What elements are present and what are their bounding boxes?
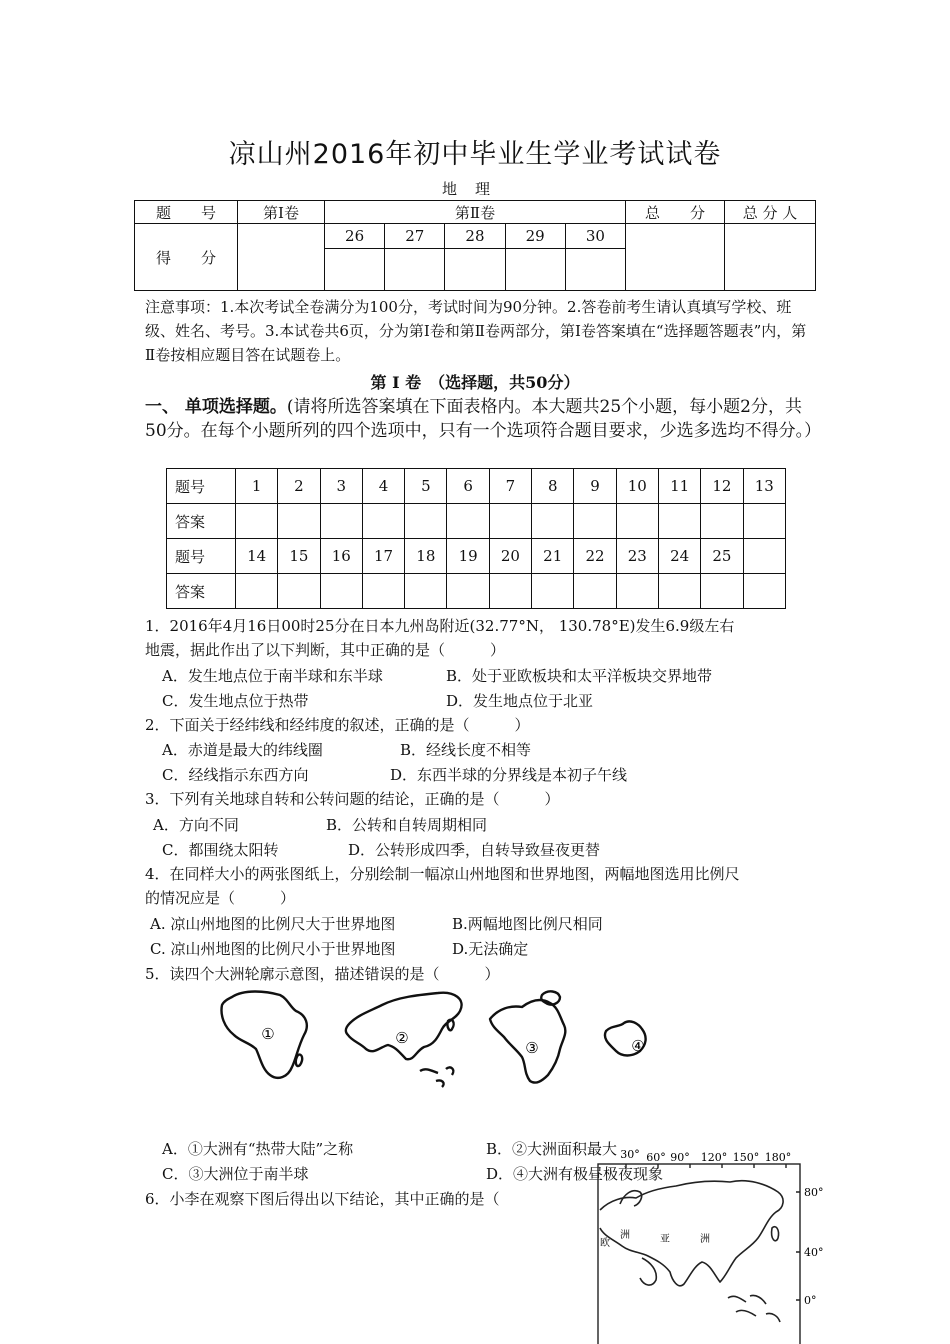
score-cell[interactable] <box>325 249 385 291</box>
q1-stem-line1: 1．2016年4月16日00时25分在日本九州岛附近(32.77°N， 130.78°E)发生6.9级左右 <box>145 617 735 635</box>
region-label: 欧 <box>600 1238 610 1249</box>
question-number: 14 <box>236 539 278 574</box>
question-number: 6 <box>447 469 489 504</box>
score-cell[interactable] <box>385 249 445 291</box>
score-cell[interactable] <box>445 249 505 291</box>
exam-title: 凉山州2016年初中毕业生学业考试试卷 <box>228 139 722 170</box>
answer-cell[interactable] <box>320 504 362 539</box>
answer-cell[interactable] <box>616 574 658 609</box>
q5-stem: 5．读四个大洲轮廓示意图，描述错误的是（ ） <box>145 965 500 983</box>
question-number: 7 <box>489 469 531 504</box>
question-number: 24 <box>658 539 700 574</box>
question-number: 9 <box>574 469 616 504</box>
q4-option-b[interactable]: B.两幅地图比例尺相同 <box>452 915 603 933</box>
part2-number: 28 <box>445 224 505 249</box>
continent-label-4: ④ <box>631 1037 645 1055</box>
answer-table-label: 答案 <box>167 574 236 609</box>
continent-label-1: ① <box>261 1025 275 1043</box>
lat-label: 0° <box>804 1294 817 1307</box>
question-number: 2 <box>278 469 320 504</box>
q4-option-a[interactable]: A. 凉山州地图的比例尺大于世界地图 <box>150 915 396 933</box>
answer-cell[interactable] <box>278 504 320 539</box>
question-number: 10 <box>616 469 658 504</box>
score-cell[interactable] <box>725 224 816 291</box>
question-number: 5 <box>405 469 447 504</box>
q6-stem: 6．小李在观察下图后得出以下结论，其中正确的是（ <box>145 1190 500 1208</box>
answer-cell[interactable] <box>405 504 447 539</box>
instructions <box>145 395 822 443</box>
q1-option-b[interactable]: B．处于亚欧板块和太平洋板块交界地带 <box>446 667 713 685</box>
question-number: 17 <box>362 539 404 574</box>
q5-option-a[interactable]: A．①大洲有“热带大陆”之称 <box>162 1140 354 1158</box>
q3-option-c[interactable]: C．都围绕太阳转 <box>162 841 279 859</box>
map-frame <box>598 1164 800 1344</box>
region-label: 洲 <box>620 1230 630 1241</box>
question-number: 25 <box>701 539 743 574</box>
answer-cell[interactable] <box>701 504 743 539</box>
score-label: 得 分 <box>135 224 238 291</box>
madagascar-outline <box>296 1055 302 1066</box>
question-number: 21 <box>532 539 574 574</box>
lon-label: 60° <box>646 1151 666 1164</box>
lon-label: 180° <box>764 1151 792 1164</box>
answer-cell[interactable] <box>489 574 531 609</box>
region-label: 亚 <box>660 1234 670 1245</box>
answer-cell[interactable] <box>405 574 447 609</box>
score-cell[interactable] <box>565 249 625 291</box>
continent-label-3: ③ <box>525 1039 539 1057</box>
q2-option-d[interactable]: D．东西半球的分界线是本初子午线 <box>390 766 628 784</box>
answer-cell[interactable] <box>574 574 616 609</box>
answer-cell[interactable] <box>616 504 658 539</box>
part2-number: 30 <box>565 224 625 249</box>
score-cell[interactable] <box>626 224 725 291</box>
answer-cell[interactable] <box>236 574 278 609</box>
asia-outline <box>346 993 462 1060</box>
score-table <box>134 200 816 291</box>
japan-outline <box>772 1227 779 1241</box>
continent-outlines-figure <box>210 985 680 1100</box>
question-number: 1 <box>236 469 278 504</box>
archipelago-outline <box>728 1295 780 1322</box>
indonesia-outline <box>420 1067 453 1087</box>
answer-cell[interactable] <box>658 574 700 609</box>
region-label: 洲 <box>700 1234 710 1245</box>
score-header-scorer: 总 分 人 <box>725 201 816 224</box>
question-number: 12 <box>701 469 743 504</box>
answer-cell[interactable] <box>236 504 278 539</box>
lon-label: 120° <box>700 1151 728 1164</box>
question-number: 20 <box>489 539 531 574</box>
answer-cell[interactable] <box>701 574 743 609</box>
question-number: 19 <box>447 539 489 574</box>
q2-option-c[interactable]: C．经线指示东西方向 <box>162 766 309 784</box>
q3-stem: 3．下列有关地球自转和公转问题的结论，正确的是（ ） <box>145 790 560 808</box>
score-header-part1: 第Ⅰ卷 <box>238 201 325 224</box>
q5-option-d[interactable]: D．④大洲有极昼极夜现象 <box>486 1165 664 1183</box>
q2-option-a[interactable]: A．赤道是最大的纬线圈 <box>162 741 323 759</box>
question-number <box>743 539 785 574</box>
question-number: 15 <box>278 539 320 574</box>
lat-label: 80° <box>804 1186 824 1199</box>
q4-stem-line2: 的情况应是（ ） <box>145 889 296 907</box>
q1-option-c[interactable]: C．发生地点位于热带 <box>162 692 309 710</box>
score-header-item: 题 号 <box>135 201 238 224</box>
answer-table <box>166 468 786 609</box>
answer-cell[interactable] <box>658 504 700 539</box>
q4-option-c[interactable]: C. 凉山州地图的比例尺小于世界地图 <box>150 940 396 958</box>
q4-option-d[interactable]: D.无法确定 <box>452 940 529 958</box>
q3-option-b[interactable]: B．公转和自转周期相同 <box>326 816 488 834</box>
score-header-part2: 第Ⅱ卷 <box>325 201 626 224</box>
answer-cell[interactable] <box>574 504 616 539</box>
scandinavia-outline <box>620 1191 642 1206</box>
exam-notes: 注意事项：1.本次考试全卷满分为100分，考试时间为90分钟。2.答卷前考生请认真填写学校、班级、姓名、考号。3.本试卷共6页，分为第Ⅰ卷和第Ⅱ卷两部分，第Ⅰ卷答案填在“选择题答题表”内，第Ⅱ卷按相应题目答在试题卷上。 <box>145 298 807 364</box>
instructions-heading: 一、 单项选择题。 <box>145 397 287 417</box>
answer-cell[interactable] <box>362 574 404 609</box>
instructions-text: (请将所选答案填在下面表格内。本大题共25个小题，每小题2分，共50分。在每个小题所列的四个选项中，只有一个选项符合题目要求，少选多选均不得分。） <box>145 397 822 441</box>
question-number: 11 <box>658 469 700 504</box>
answer-cell[interactable] <box>320 574 362 609</box>
answer-cell[interactable] <box>362 504 404 539</box>
score-header-total: 总 分 <box>626 201 725 224</box>
q1-stem-line2: 地震，据此作出了以下判断，其中正确的是（ ） <box>145 641 506 659</box>
answer-cell[interactable] <box>278 574 320 609</box>
q5-option-b[interactable]: B．②大洲面积最大 <box>486 1140 618 1158</box>
part2-number: 29 <box>505 224 565 249</box>
part2-number: 27 <box>385 224 445 249</box>
answer-table-label: 题号 <box>167 539 236 574</box>
section-title: 第 Ⅰ 卷 （选择题，共50分） <box>370 373 580 392</box>
world-map-figure <box>580 1148 830 1344</box>
answer-cell[interactable] <box>532 504 574 539</box>
answer-cell[interactable] <box>743 504 785 539</box>
score-cell[interactable] <box>238 224 325 291</box>
lat-label: 40° <box>804 1246 824 1259</box>
part2-number: 26 <box>325 224 385 249</box>
answer-table-label: 答案 <box>167 504 236 539</box>
answer-cell[interactable] <box>489 504 531 539</box>
continent-label-2: ② <box>395 1029 409 1047</box>
q2-option-b[interactable]: B．经线长度不相等 <box>400 741 532 759</box>
q1-option-a[interactable]: A．发生地点位于南半球和东半球 <box>162 667 383 685</box>
answer-cell[interactable] <box>743 574 785 609</box>
answer-cell[interactable] <box>447 574 489 609</box>
lon-label: 90° <box>670 1151 690 1164</box>
arabia-outline <box>640 1258 656 1285</box>
q4-stem-line1: 4．在同样大小的两张图纸上，分别绘制一幅凉山州地图和世界地图，两幅地图选用比例尺 <box>145 865 740 883</box>
answer-cell[interactable] <box>447 504 489 539</box>
question-number: 4 <box>362 469 404 504</box>
answer-cell[interactable] <box>532 574 574 609</box>
question-number: 13 <box>743 469 785 504</box>
subject-label: 地理 <box>441 180 508 198</box>
question-number: 22 <box>574 539 616 574</box>
answer-table-label: 题号 <box>167 469 236 504</box>
question-number: 18 <box>405 539 447 574</box>
q1-option-d[interactable]: D．发生地点位于北亚 <box>446 692 594 710</box>
question-number: 23 <box>616 539 658 574</box>
q3-option-a[interactable]: A．方向不同 <box>153 816 239 834</box>
q5-option-c[interactable]: C．③大洲位于南半球 <box>162 1165 309 1183</box>
question-number: 8 <box>532 469 574 504</box>
q3-option-d[interactable]: D．公转形成四季，自转导致昼夜更替 <box>348 841 601 859</box>
question-number: 3 <box>320 469 362 504</box>
q2-stem: 2．下面关于经纬线和经纬度的叙述，正确的是（ ） <box>145 716 530 734</box>
lon-label: 150° <box>732 1151 760 1164</box>
question-number: 16 <box>320 539 362 574</box>
map-frame-ticks <box>626 1164 800 1300</box>
score-cell[interactable] <box>505 249 565 291</box>
lon-label: 30° <box>620 1148 640 1161</box>
